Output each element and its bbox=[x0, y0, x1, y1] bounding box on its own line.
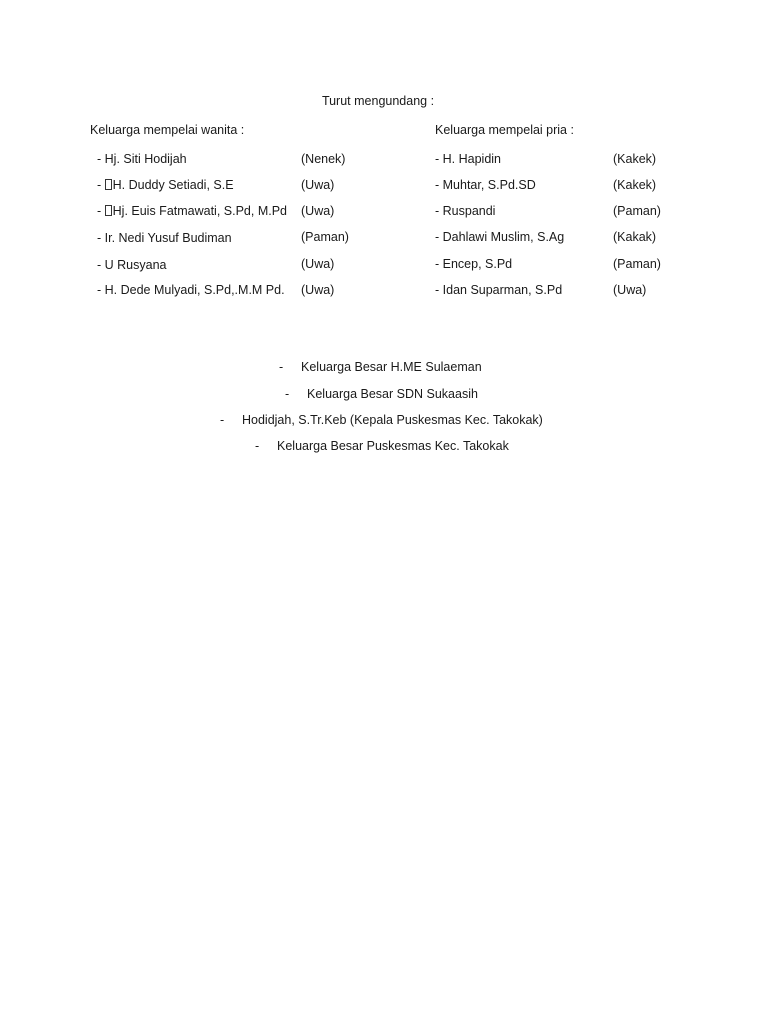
list-dash: - bbox=[285, 387, 290, 401]
groom-member-name bbox=[435, 178, 536, 192]
bride-member-relation: (Paman) bbox=[301, 230, 349, 244]
member-name-text: H. Dede Mulyadi, S.Pd,.M.M Pd. bbox=[104, 283, 285, 297]
additional-invitee: Keluarga Besar H.ME Sulaeman bbox=[301, 360, 482, 374]
bride-member-name bbox=[97, 204, 287, 218]
groom-member-relation: (Kakek) bbox=[613, 178, 657, 192]
groom-member-name bbox=[435, 230, 564, 244]
bride-member-name bbox=[97, 283, 285, 297]
groom-member-relation: (Kakek) bbox=[613, 152, 657, 166]
bride-member-name bbox=[97, 231, 232, 245]
bride-family-label: Keluarga mempelai wanita : bbox=[90, 123, 245, 137]
list-dash: - bbox=[220, 413, 225, 427]
list-dash: - bbox=[97, 178, 105, 192]
list-dash: - bbox=[255, 439, 260, 453]
list-dash: - bbox=[435, 178, 443, 192]
list-dash: - bbox=[435, 152, 443, 166]
groom-member-name bbox=[435, 204, 495, 218]
member-name-text: Muhtar, S.Pd.SD bbox=[442, 178, 536, 192]
bride-member-name bbox=[97, 152, 187, 166]
groom-member-name bbox=[435, 257, 512, 271]
list-dash: - bbox=[97, 152, 105, 166]
list-dash: - bbox=[97, 231, 105, 245]
additional-invitee: Keluarga Besar Puskesmas Kec. Takokak bbox=[277, 439, 509, 453]
member-name-text: Hj. Euis Fatmawati, S.Pd, M.Pd bbox=[112, 204, 287, 218]
list-dash: - bbox=[97, 204, 105, 218]
list-dash: - bbox=[435, 257, 443, 271]
groom-member-name bbox=[435, 283, 562, 297]
groom-member-relation: (Kakak) bbox=[613, 230, 657, 244]
list-dash: - bbox=[435, 204, 443, 218]
list-dash: - bbox=[435, 230, 443, 244]
additional-invitee: Hodidjah, S.Tr.Keb (Kepala Puskesmas Kec. Takokak) bbox=[242, 413, 543, 427]
member-name-text: Ir. Nedi Yusuf Budiman bbox=[104, 231, 232, 245]
member-name-text: Encep, S.Pd bbox=[442, 257, 513, 271]
member-name-text: Ruspandi bbox=[442, 204, 496, 218]
bride-member-relation: (Uwa) bbox=[301, 178, 335, 192]
bride-member-relation: (Uwa) bbox=[301, 257, 335, 271]
bride-member-name bbox=[97, 178, 234, 192]
list-dash: - bbox=[97, 283, 105, 297]
bride-member-relation: (Uwa) bbox=[301, 204, 335, 218]
list-dash: - bbox=[279, 360, 284, 374]
bride-member-relation: (Nenek) bbox=[301, 152, 346, 166]
list-dash: - bbox=[97, 258, 105, 272]
member-name-text: Hj. Siti Hodijah bbox=[104, 152, 187, 166]
groom-member-relation: (Paman) bbox=[613, 204, 661, 218]
groom-member-relation: (Uwa) bbox=[613, 283, 647, 297]
member-name-text: H. Duddy Setiadi, S.E bbox=[112, 178, 234, 192]
member-name-text: U Rusyana bbox=[104, 258, 167, 272]
groom-member-relation: (Paman) bbox=[613, 257, 661, 271]
missing-glyph-box-icon bbox=[105, 205, 112, 216]
bride-member-name bbox=[97, 258, 166, 272]
additional-invitee: Keluarga Besar SDN Sukaasih bbox=[307, 387, 478, 401]
member-name-text: H. Hapidin bbox=[442, 152, 502, 166]
groom-member-name bbox=[435, 152, 501, 166]
member-name-text: Idan Suparman, S.Pd bbox=[442, 283, 563, 297]
groom-family-label: Keluarga mempelai pria : bbox=[435, 123, 574, 137]
bride-member-relation: (Uwa) bbox=[301, 283, 335, 297]
missing-glyph-box-icon bbox=[105, 179, 112, 190]
heading: Turut mengundang : bbox=[321, 94, 435, 108]
member-name-text: Dahlawi Muslim, S.Ag bbox=[442, 230, 565, 244]
list-dash: - bbox=[435, 283, 443, 297]
